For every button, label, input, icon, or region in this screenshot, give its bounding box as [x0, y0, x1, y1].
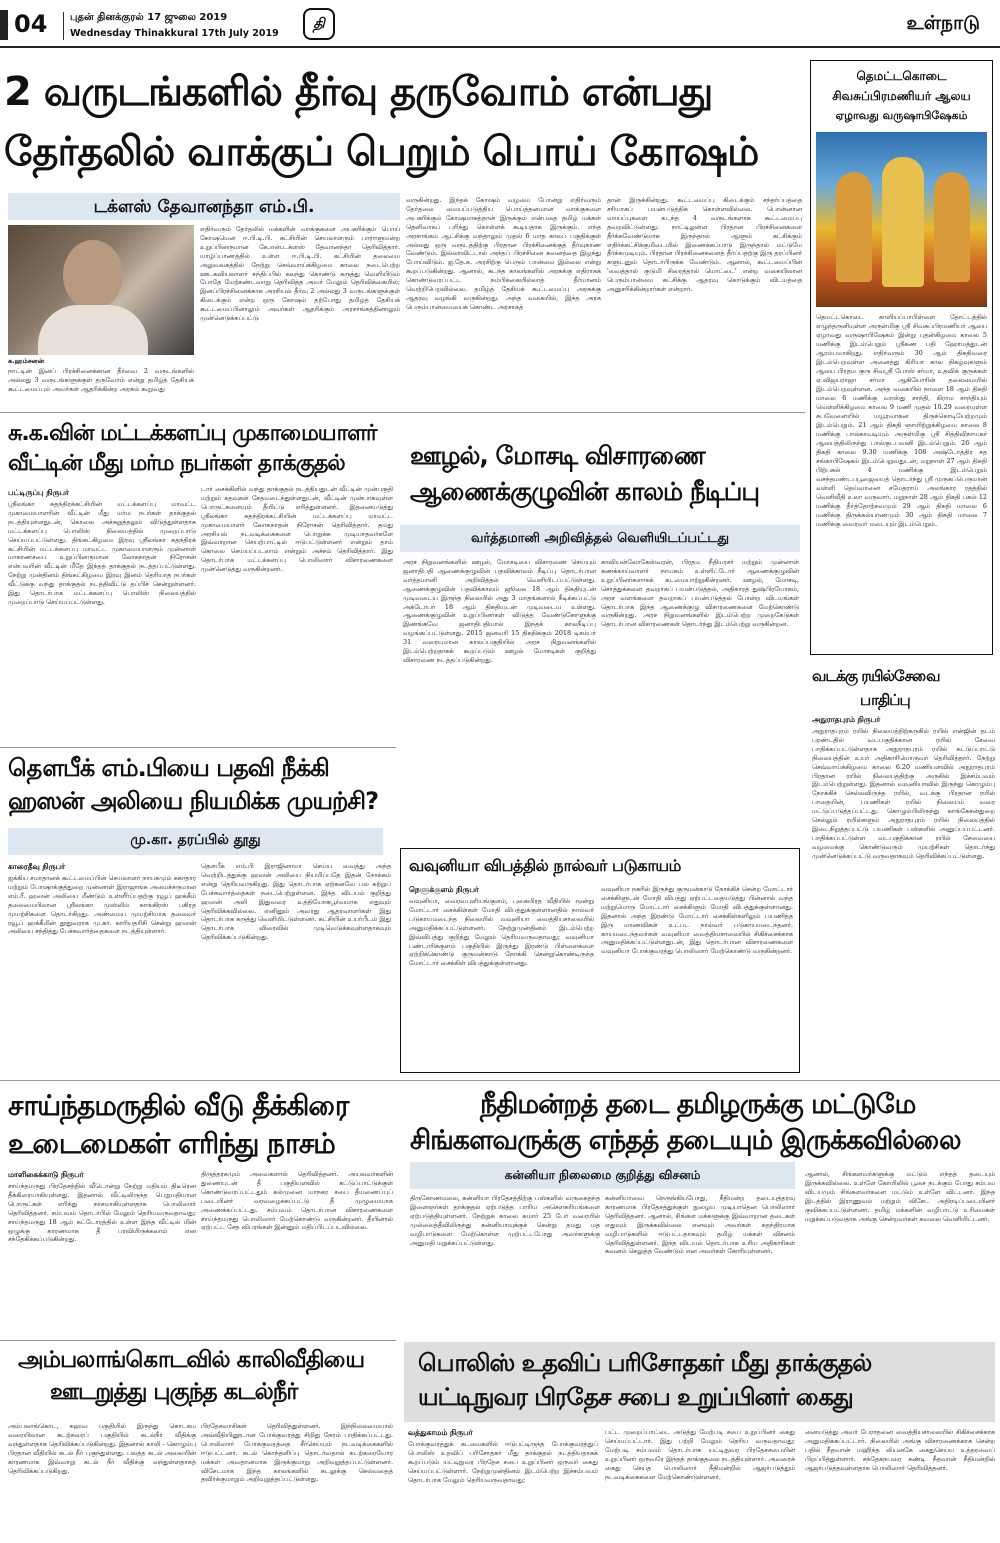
headline-devananda-line2: தேர்தலில் வாக்குப் பெறும் பொய் கோஷம்: [4, 129, 759, 175]
headline-fire-line1: சாய்ந்தமருதில் வீடு தீக்கிரை: [8, 1089, 349, 1122]
headline-thowfeek-line1: தௌபீக் எம்.பியை பதவி நீக்கி: [8, 754, 329, 782]
police-banner: [404, 1342, 995, 1422]
photo-credit: க.ஹம்சனன்: [8, 357, 45, 365]
masthead-divider: [63, 12, 64, 40]
subhead-devananda: டக்ளஸ் தேவானந்தா எம்.பி.: [8, 193, 400, 220]
divider-2: [0, 747, 396, 748]
headline-fire-line2: உடைமைகள் எரிந்து நாசம்: [8, 1127, 335, 1160]
story-kanniya-col2: கன்னியாவை நெருங்கியபோது, நீதிமன்ற தடையுத்தரவு காரணமாக பிரதேசத்துக்குள் நுழைய முடியாதென பொலிஸார் தெரிவித்தனர். ஆனால், சிங்கள மக்களுக்கு இவ்வாறான தடைகள் எதுவும் இருக்கவில்லை எனவும் அவர்கள் சுதந்திரமாக வழிபாடுகளில் ஈடுபட்டதாகவும் தமிழ் மக்கள் விசனம் தெரிவித்துள்ளனர். இந்த விடயம் தொடர்பாக உரிய அதிகாரிகள் கவனம் செலுத்த வேண்டும் என அவர்கள் கோரியுள்ளனர்.: [605, 1194, 795, 1256]
person-shoulders-icon: [38, 305, 148, 355]
temple-body: தெமட்டகொடை காளியப்பாபிள்ளை தோட்டத்தில் எழுந்தருளியுள்ள அருள்மிகு ஸ்ரீ சிவசுப்பிரமணியர் ஆலய ஏழாவது வருஷாபிஷேகம் இன்று புதன்கிழமை காலை 5 மணிக்கு இடம்பெறும் ஸ்ரீகண பதி ஹோமத்துடன் ஆரம்பமாகிறது. எதிர்வரும் 30 ஆம் திகதிவரை இடம்பெறவுள்ள அனைத்து கிரியா கால நிகழ்வுகளும் ஆலய பிரதம குரு சிவஸ்ரீ போஸ் சர்மா, உதவிக் குருக்கள் ஏ.விஜயராஜா சர்மா ஆகியோரின் தலைமையில் இடம்பெறவுள்ளன. அந்த வகையில் நாளை 18 ஆம் திகதி மாலை 6 மணிக்கு வாஸ்து சாந்தி, கிராம சாந்தியும் வெள்ளிக்கிழமை காலை 9 மணி முதல் 10.29 வரையுள்ள சுபவேளையில் மயூரவாகன திருக்கொடியேற்றமும் இடம்பெறும். 21 ஆம் திகதி ஞாயிற்றுக்கிழமை காலை 8 மணிக்கு பால்காவடியும் அருள்மிகு ஸ்ரீ சித்திவிநாயகர் ஆலயத்திலிருந்து பால்குடபவனி இடம்பெறும். 26 ஆம் திகதி காலை 9.30 மணிக்கு 108 அஷ்டோத்திர சத சங்காபிஷேகம் இடம்பெறுவதுடன், மறுநாள் 27 ஆம் திகதி பிற்பகல் 4 மணிக்கு இடம்பெறும் வசந்தமண்டபபூஜையைத் தொடர்ந்து ஸ்ரீ முருகப்பெருமான் வள்ளி தெய்வானை சமேதராய் அலங்கார ரதத்தில் வெளிவீதி உலா வருவார். மறுநாள் 28 ஆம் திகதி பகல் 12 மணிக்கு தீர்த்தோற்சவமும் 29 ஆம் திகதி மாலை 6 மணிக்கு திருக்கல்யாணமும் 30 ஆம் திகதி மாலை 7 மணிக்கு வைரவர் மடையும் இடம்பெறும்.: [816, 313, 987, 528]
divider-4: [0, 1340, 396, 1341]
deity-right-icon: [934, 172, 970, 282]
byline-police: வத்துகாமம் நிருபர்: [408, 1428, 473, 1437]
divider-1: [0, 412, 805, 413]
story-kanniya-col1: திருகோணமலை, கன்னியா பிரதேசத்திற்கு பஸ்களில் வருகைதந்த இளைஞர்கள் தாக்குதல் ஏற்படுத்த பாரிய அசௌகரியங்களை ஏற்படுத்தியுள்ளனர். நேற்றுக் காலை சுமார் 25 பேர் வரையில் முல்லைத்தீவிலிருந்து கன்னியாவுக்குச் சென்று தமது மத வழிபாடுகளை மேற்கொள்ள முற்பட்டபோது அவர்களுக்கு அனுமதி மறுக்கப்பட்டுள்ளது.: [410, 1194, 600, 1247]
story-police-col3: னையடுத்து அவர் பேராதனை வைத்தியசாலையில் சிகிச்சைக்காக அனுமதிக்கப்பட்டார். நிலையில் அங்கு விசாரணைக்காக சென்ற பதில் நீதவான் மஹிந்த லியனகே கைதுசெய்ய உத்தரவைப் பிறப்பித்துள்ளார். சந்தேகநபரை கண்டி நீதவான் நீதிமன்றில் ஆஜர்படுத்தவுள்ளதாக பொலிஸார் தெரிவித்தனர்.: [805, 1428, 995, 1472]
newspaper-logo: [303, 8, 335, 40]
story-vavuniya-col1: வவுனியா, வைரவபுளியங்குளம், புகையிரத வீதியில் மூன்று மோட்டார் சைக்கிள்கள் மோதி விபத்துக்குள்ளானதில் நால்வர் படுகாயமடைந்த நிலையில் வவுனியா வைத்தியசாலையில் அனுமதிக்கப்பட்டுள்ளனர். நேற்றுமுன்தினம் இடம்பெற்ற இவ்விபத்து குறித்து மேலும் தெரியவருவதாவது; வவுனியா பண்டாரிக்குளம் பகுதியில் இருந்து இரண்டு பிள்ளைகளை ஏற்றிக்கொண்டு குருமன்காடு நோக்கி சென்றுகொண்டிருந்த மோட்டார் சைக்கிள் விபத்துக்குள்ளானது.: [409, 897, 594, 968]
story-devananda-col3: வருகின்றது. இந்தக் கோஷம் வழமை போன்று எதிர்வரும் தேர்தலை மையப்படுத்திய பொய்த்தனமான வாக்குகளை அபகரிக்கும் கோஷமாகத்தான் இருக்கும் என்பதை தமிழ் மக்கள் தெளிவாகப் புரிந்து கொள்ளக் கூடியதாக இருக்கும். எந்த அரசாங்கம் ஆட்சிக்கு வந்தாலும் முதல் 6 மாத காலப் பகுதிக்குள் அல்லது ஒரு வருடத்திற்கு பிரதான பிரச்சினைக்குத் தீர்வுகாண வேண்டும். இல்லாவிட்டால் அந்தப் பிரச்சினை கவனத்தை இழந்து போய்விடும். ஐ.தே.க. அரசிற்கு பெரும் பான்மை இல்லை என்று கூறப்படுகின்றது. ஆனால், கடந்த காலங்களில் அரசுக்கு எதிராகக் கொண்டுவரப்பட்ட நம்பிக்கையில்லாத் தீர்மானம் வெற்றிபெறவில்லை. தமிழ்த் தேசியக் கூட்டமைப்பு அரசுக்கு ஆதரவு வழங்கி வருகின்றது. அந்த வகையில், இந்த அரசு பெரும்பான்மையைக் கொண்ட அரசாகத்: [406, 196, 601, 311]
temple-title-line2: சிவசுப்பிரமணியர் ஆலய: [832, 89, 971, 103]
section-label: உள்நாடு: [906, 12, 980, 34]
headline-commission-line2: ஆணைக்குழுவின் காலம் நீடிப்பு: [410, 477, 759, 506]
divider-3: [0, 1080, 1000, 1081]
headline-devananda-line1: 2 வருடங்களில் தீர்வு தருவோம் என்பது: [4, 69, 713, 115]
headline-vavuniya: வவுனியா விபத்தில் நால்வர் படுகாயம்: [409, 856, 681, 875]
temple-title-line3: ஏழாவது வருஷாபிஷேகம்: [835, 109, 968, 122]
headline-police-line2: யட்டிநுவர பிரதேச சபை உறுப்பினர் கைது: [418, 1383, 853, 1411]
byline-fire: மாளிகைக்காடு நிருபர்: [8, 1170, 84, 1179]
story-devananda-col2: எதிர்வரும் தேர்தலில் மக்களின் வாக்குகளை அபகரிக்கும் பொய் கோஷமென ஈ.பி.டி.பி. கட்சியின் செயலாளரும் பாராளுமன்ற உறுப்பினருமான கே.என்.டக்ளஸ் தேவானந்தா தெரிவித்தார். யாழ்ப்பாணத்தில் உள்ள ஈ.பி.டி.பி. கட்சியின் தலைமை அலுவலகத்தில் நேற்று செவ்வாய்க்கிழமை காலை நடைபெற்ற ஊடகவியலாளர் சந்திப்பில் கலந்து கொண்டு கருத்து வெளியிடும் போதே மேற்கண்டவாறு தெரிவித்த அவர் மேலும் தெரிவிக்கையில்; இனப்பிரச்சினைக்காக அரசியல் தீர்வு 2 அல்லது 3 வருடங்களுக்குள் கிடைக்கும் என்ற ஒரு கோஷம் தற்போது தமிழ்த் தேசியக் கூட்டமைப்பினாலும் அவர்கள் ஆதரிக்கும் அரசாங்கத்தினாலும் முன்னெடுக்கப்பட்டு: [200, 225, 400, 323]
byline-batticaloa: பட்டிருப்பு நிருபர்: [8, 488, 69, 497]
temple-title-line1: தெமட்டகொடை: [856, 69, 947, 83]
temple-box: [810, 60, 993, 655]
deity-left-icon: [836, 172, 872, 282]
story-seawater-col1: அம்பலாங்கொட, கஹவ பகுதியில் இருந்து கொடகம வரையிலான கடற்கரைப் பகுதியில் கடல்நீர் வீதிக்கு வந்துள்ளதாக தெரிவிக்கப்படுகின்றது. இதனால் காலி - கொழும்பு பிரதான வீதியில் கடல் நீர் புகுந்துள்ளது. பலத்த கடல் அலையின் காரணமாக இவ்வாறு கடல் நீர் வீதிக்கு வந்துள்ளதாகத் தெரிவிக்கப்படுகிறது.: [8, 1422, 196, 1475]
story-rail-body: அநுராதபுரம் ரயில் நிலையத்திற்கருகில் ரயில் என்ஜின் தடம் புரண்டதில் வடபகுதிக்கான ரயில் சேவை பாதிக்கப்பட்டுள்ளதாக அநுராதபுரம் ரயில் கட்டுப்பாட்டு நிலையத்தின் உயர் அதிகாரியொருவர் தெரிவித்தார். நேற்று செவ்வாய்க்கிழமை காலை 6.20 மணியளவில் அநுராதபுரம் பிரதான ரயில் நிலையத்திற்கு அருகில் இச்சம்பவம் இடம்பெற்றுள்ளது. இதனால் வவுனியாவில் இருந்து கொழும்பு நோக்கிச் செல்லவிருந்த ரயில், வடக்கு பிரதான ரயில் பாதையின், பயணிகள் ரயில் நிலையம் வரை மட்டுப்படுத்தப்பட்டது. கொழும்பிலிருந்து காங்கேசன்துறை செல்லும் ரயில்களும் அநுராதபுரம் ரயில் நிலையத்தில் இடைநிறுத்தப்பட்டு பயணிகள் பஸ்களில் அனுப்பப்பட்டனர். பாதிக்கப்பட்டுள்ள வடபகுதிக்கான ரயில் சேவையை வழமைக்கு கொண்டுவரும் முயற்சிகள் தொடர்ந்து முன்னெடுக்கப்பட்டு வருவதாகவும் தெரிவிக்கப்பட்டுள்ளது.: [812, 727, 995, 860]
page-number-tab: [0, 10, 8, 40]
story-police-col1: போக்குவரத்துக் கடமைகளில் ஈடுபட்டிருந்த போக்குவரத்துப் பொலிஸ் உதவிப் பரிசோதகர் மீது தாக்குதல் நடத்தியதாகக் கூறப்படும் யட்டிநுவர பிரதேச சபை உறுப்பினர் ஒருவர் கைது செய்யப்பட்டுள்ளார். நேற்றுமுன்தினம் இடம்பெற்ற இச்சம்பவம் தொடர்பாக மேலும் தெரியவருவதாவது;: [408, 1440, 598, 1484]
headline-thowfeek-line2: ஹஸன் அலியை நியமிக்க முயற்சி?: [8, 787, 379, 815]
masthead-date-tamil: புதன் தினக்குரல் 17 ஜுலை 2019: [70, 12, 228, 23]
byline-rail: அநுராதபுரம் நிருபர்: [812, 715, 881, 724]
headline-seawater-line1: அம்பலாங்கொடவில் காலிவீதியை: [18, 1347, 365, 1373]
vavuniya-accident-box: [400, 848, 800, 1073]
story-devananda-col4: தான் இருக்கின்றது. கூட்டமைப்பு கிடைக்கும் சந்தர்ப்பத்தை சரியாகப் பயன்படுத்திக் கொள்ளவில்லை. பொன்னான வாய்ப்புகளை கடந்த 4 வருடங்களாக கூட்டமைப்பு தவறவிட்டுள்ளது. நாட்டிலுள்ள பிரதான பிரச்சினைகளை தீர்க்கவேண்டுமாக இருந்தால் ஆளும் கட்சிக்கும் எதிர்க்கட்சிக்குமிடையில் இணைக்கப்பாடு இருந்தால் மட்டுமே தீர்க்கமுடியும். பிரதான பிரச்சினைகளைத் தீர்ப்பதற்கு இரு தரப்பினர் களுடனும் தொடர்பிருக்க வேண்டும். ஆனால், கூட்டமைப்பின் 'வைத்தால் குடுமி சிரைத்தால் மொட்டை' என்ற வகையிலான பெரும்பான்மை கட்சிக்கு ஆதரவு கொடுக்கும் விடயத்தை அனுசரிக்கின்றார்கள் என்றார்.: [607, 196, 802, 294]
story-vavuniya-col2: வவுனியா நகரில் இருந்து குருமன்காடு நோக்கிச் சென்ற மோட்டார் சைக்கிளுடன் மோதி விபத்து ஏற்பட்டதையடுத்து பின்னால் வந்த மற்றுமொரு மோட்டார் சைக்கிளும் மோதி விபத்துக்குள்ளானது. இதனால் அந்த இரண்டு மோட்டார் சைக்கிள்களிலும் பயணித்த இரு மாணவிகள் உட்பட நால்வர் படுகாயமடைந்தனர். காயமடைந்தவர்கள் வவுனியா வைத்தியசாலையில் சிகிச்சைக்காக அனுமதிக்கப்பட்டுள்ளதுடன், இது தொடர்பான விசாரணைகளை வவுனியா போக்குவரத்து பொலிஸார் மேற்கொண்டு வருகின்றனர்.: [601, 885, 793, 956]
story-commission-col2: காவியன்லோகேஸ்வரன், பிரதம நீதியரசர் மற்றும் முன்னாள் கணக்காய்வாளர் நாயகம் உள்ளிட்டோர் ஆணைக்குழுவின் உறுப்பினர்களாகக் கடமையாற்றுகின்றனர். ஊழல், மோசடி, சொத்துக்களை தவறாகப் பயன்படுத்தல், அதிகாரத் துஷ்பிரயோகம், அரச வளங்களை தவறாகப் பயன்படுத்தல் போன்ற விடயங்கள் தொடர்பாக இந்த ஆணைக்குழு விசாரணைகளை மேற்கொண்டு வருகின்றது. அரச நிறுவனங்களில் இடம்பெற்ற முறைகேடுகள் தொடர்பான விசாரணைகள் தொடர்ந்து இடம்பெற்று வருகின்றன.: [601, 558, 799, 629]
byline-vavuniya: நெளுக்குளம் நிருபர்: [409, 885, 479, 894]
story-batticaloa-col1: ஸ்ரீலங்கா சுதந்திரக்கட்சியின் மட்டக்களப்பு மாவட்ட முகாமையாளரின் வீட்டின் மீது மர்ம நபர்கள் தாக்குதல் நடத்தியுள்ளதுடன், கொலை அச்சுறுத்தலும் விடுத்துள்ளதாக மட்டக்களப்பு பொலிஸ் நிலையத்தில் முறைப்பாடு செய்யப்பட்டுள்ளது. திங்கட்கிழமை இரவு ஸ்ரீலங்கா சுதந்திரக் கட்சியின் மட்டக்களப்பு மாவட்ட முகாமையாளரும் முன்னாள் மாகாணசபை உறுப்பினருமான லோகநாதன் நிரோசன் என்பவரின் வீட்டின் மீதே இந்தத் தாக்குதல் நடத்தப்பட்டுள்ளது. நேற்று முன்தினம் திங்கட்கிழமை இரவு இனம் தெரியாத நபர்கள் வீட்டுக்கு வந்து தாக்குதல் நடத்திவிட்டு தப்பிச் சென்றுள்ளனர். இது தொடர்பாக மட்டக்களப்பு பொலிஸ் நிலையத்தில் முறைப்பாடு செய்யப்பட்டுள்ளது.: [8, 500, 196, 606]
subhead-commission: வர்த்தமானி அறிவித்தல் வெளியிடப்பட்டது: [400, 525, 800, 552]
temple-deity-image: [816, 132, 987, 307]
subhead-kanniya: கன்னியா நிலைமை குறித்து விசனம்: [410, 1162, 795, 1189]
headline-seawater-line2: ஊடறுத்து புகுந்த கடல்நீர்: [50, 1379, 298, 1405]
headline-commission-line1: ஊழல், மோசடி விசாரணை: [410, 441, 705, 470]
page-number: 04: [14, 10, 48, 38]
story-batticaloa-col2: டார் சைக்கிளில் வந்து தாக்குதல் நடத்தியதுடன் வீட்டின் முன்பகுதி மற்றும் கதவுகள் சேதமடைந்துள்ளதுடன், வீட்டின் முன்பாகவுள்ள பொருட்களையும் தீயிட்டு எரித்துள்ளனர். இதனையடுத்து ஸ்ரீலங்கா சுதந்திரக்கட்சியின் மட்டக்களப்பு மாவட்ட முகாமையாளர் லோகநாதன் நிரோசன் தெரிவித்தார். தமது அரசியல் நடவடிக்கைகளை பொறுக்க முடியாதவர்களே இவ்வாறான செயற்பாட்டில் ஈடுபட்டுள்ளனர் என்றும் தாம் கொலை செய்யப்படலாம் என்றும் அச்சம் தெரிவித்தார். இது தொடர்பாக மட்டக்களப்பு பொலிஸார் விசாரணைகளை முன்னெடுத்து வருகின்றனர்.: [201, 485, 393, 574]
headline-rail-line1: வடக்கு ரயில்சேவை: [812, 667, 940, 685]
story-fire-col1: சாய்ந்தமருது பிரதேசத்தில் வீடொன்று நேற்று மதியம் திடீரென தீக்கிரையாகியுள்ளது. இதனால் வீட்டிலிருந்த பெறுமதியான பொருட்கள் எரிந்து நாசமாகியுள்ளதாக பொலிஸார் தெரிவித்தனர். சம்பவம் தொடர்பில் மேலும் தெரியவருவதாவது; சாய்ந்தமருது 18 ஆம் கட்டோரத்தில் உள்ள இந்த வீட்டில் மின் ஒழுக்கு காரணமாக தீ பரவியிருக்கலாம் என சந்தேகிக்கப்படுகின்றது.: [8, 1182, 196, 1244]
newspaper-logo-glyph: தி: [313, 16, 325, 32]
story-fire-col2: திருத்தரகமும் அவைகளால் தெரிவித்தனர். அயலவர்களின் துணையுடன் தீ பகுதியளவில் கட்டுப்பாட்டுக்குள் கொண்டுவரப்பட்டதும் கல்முனை மாநகர சபை தீயணைப்புப் படையினர் வரவழைக்கப்பட்டு தீ முழுமையாக அணைக்கப்பட்டது. சம்பவம் தொடர்பான விசாரணைகளை சாய்ந்தமருது பொலிஸார் மேற்கொண்டு வருகின்றனர். தீயினால் ஏற்பட்ட சேத விபரங்கள் இன்னும் மதிப்பிடப்படவில்லை.: [201, 1170, 393, 1232]
deity-center-icon: [882, 157, 924, 287]
byline-thowfeek: காரைதீவு நிருபர்: [8, 862, 66, 871]
story-thowfeek-col1: ஐக்கிய சமாதானக் கூட்டமைப்பின் செயலாளர் நாயகமும் சுகாதார மற்றும் போஷாக்குத்துறை முன்னாள் இராஜாங்க அமைச்சருமான எம்.ரீ. ஹஸன் அலியை மீண்டும் உள்ளீர்ப்பதற்கு ரவூப் ஹக்கீம் தலைமையிலான ஸ்ரீலங்கா முஸ்லிம் காங்கிரஸ் பகிரத முயற்சிகளை தொடர்கிறது. அண்மைய முயற்சியாக தலைவர் ரவூப் ஹக்கீமின் தூதுவராக மு.கா. காரியதரிசி சென்று ஹஸன் அலியை சந்தித்து பேச்சுவார்த்தைகளை நடத்தியுள்ளார்.: [8, 874, 196, 936]
headline-kanniya-line1: நீதிமன்றத் தடை தமிழருக்கு மட்டுமே: [480, 1089, 916, 1120]
photo-devananda: [8, 225, 194, 355]
story-devananda-col1: நாட்டின் இனப் பிரச்சினைக்கான தீர்வை 2 வருடங்களில் அல்லது 3 வருடங்களுக்குள் தருவோம் என்று தமிழ்த் தேசியக் கூட்டமைப்பும் அவர்கள் ஆதரிக்கின்ற அரசும் கூறுவது: [8, 367, 194, 393]
person-silhouette-icon: [63, 240, 123, 310]
story-thowfeek-col2: தௌபீக் எம்.பி இராஜினாமா செய்ய வைத்து அந்த வெற்றிடத்துக்கு ஹஸன் அலியை நியமிப்பதே இதன் நோக்கம் என்று தெரியவருகிறது. இது தொடர்பாக ஏற்கனவே பல சுற்றுப் பேச்சுவார்த்தைகள் நடைபெற்றுள்ளன. இந்த விடயம் குறித்து ஹஸன் அலி இதுவரை உத்தியோகபூர்வமாக எதுவும் தெரிவிக்கவில்லை. எனினும் அவரது ஆதரவாளர்கள் இது தொடர்பாக கருத்து வெளியிட்டுள்ளனர். கட்சியின் உயர்பீடம் இது தொடர்பாக விரைவில் முடிவெடுக்கவுள்ளதாகவும் தெரிவிக்கப்படுகின்றது.: [201, 862, 391, 942]
story-kanniya-col3: ஆனால், சிங்களவர்களுக்கு மட்டும் எந்தத் தடையும் இருக்கவில்லை. உள்ளே கோயிலில் பூசை நடக்கும் போது சம்பவ விடயமும் சிங்களவர்களை மட்டும் உள்ளே விட்டனர். இந்த இடத்தில் இராணுவம் மற்றும் விசேட அதிரடிப்படையினர் குவிக்கப்பட்டுள்ளனர். தமிழ் மக்களின் வழிபாட்டு உரிமைகள் மறுக்கப்படுவதாக அங்கு சென்றவர்கள் கவலை வெளியிட்டனர்.: [805, 1170, 995, 1223]
headline-batticaloa-line2: வீட்டின் மீது மர்ம நபர்கள் தாக்குதல்: [8, 451, 345, 476]
story-commission-col1: அரச நிறுவனங்களில் ஊழல், மோசடியை விசாரணை செய்யும் ஜனாதிபதி ஆணைக்குழுவின் பதவிக்காலம் நீடிப்பு தொடர்பான வர்த்தமானி அறிவித்தல் வெளியிடப்பட்டுள்ளது. ஆணைக்குழுவின் பதவிக்காலம் ஜூலை 18 ஆம் திகதியுடன் முடிவடைய இருந்த நிலையில் அது 3 மாதங்களால் நீடிக்கப்பட்டு அக்டோபர் 18 ஆம் திகதியுடன் முடிவடைய உள்ளது. ஆணைக்குழுவின் உறுப்பினர்கள் விடுத்த வேண்டுகோளுக்கு இணங்கவே ஜனாதிபதியால் இந்தக் காலநீடிப்பு வழங்கப்பட்டுள்ளது. 2015 ஜனவரி 15 திகதிக்கும் 2018 டிசம்பர் 31 வரையுமான காலப்பகுதியில் அரச நிறுவனங்களில் இடம்பெற்றதாகக் கூறப்படும் ஊழல் மோசடிகள் குறித்து விசாரணை நடத்தப்படுகின்றது.: [403, 558, 596, 664]
masthead-date-english: Wednesday Thinakkural 17th July 2019: [70, 28, 279, 39]
masthead: [0, 0, 1000, 46]
headline-police-line1: பொலிஸ் உதவிப் பரிசோதகர் மீது தாக்குதல்: [418, 1349, 872, 1377]
story-police-col2: பட்ட முறைப்பாட்டை அடுத்து மேற்படி சபை உறுப்பினர் கைது செய்யப்பட்டார். இது பற்றி மேலும் தெரிய வருவதாவது; மேற்படி சம்பவம் தொடர்பாக யட்டிநுவர பிரதேசசபையின் உறுப்பினர் ஒருவரே இந்தத் தாக்குதலை நடத்தியுள்ளார். அவரைக் கைது செய்த பொலிஸார் நீதிமன்றில் ஆஜர்படுத்தும் நடவடிக்கைகளை மேற்கொண்டுள்ளனர்.: [605, 1428, 795, 1481]
subhead-thowfeek: மு.கா. தரப்பில் தூது: [8, 828, 383, 855]
headline-batticaloa-line1: சு.க.வின் மட்டக்களப்பு முகாமையாளர்: [8, 421, 377, 446]
masthead-rule: [0, 46, 1000, 48]
story-seawater-col2: பிரதேசவாசிகள் தெரிவித்துள்ளனர். இந்நிலைமையால் அவ்வீதியினூடான போக்குவரத்து சிறிது நேரம் பாதிக்கப்பட்டது. பொலிஸார் போக்குவரத்தை சீர்செய்யும் நடவடிக்கைகளில் ஈடுபட்டனர். கடல் கொந்தளிப்பு தொடர்வதால் கடற்கரையோர மக்கள் அவதானமாக இருக்குமாறு அறிவுறுத்தப்பட்டுள்ளனர். விசேடமாக இந்த காலங்களில் கடலுக்கு செல்வதைத் தவிர்க்குமாறும் அறிவுறுத்தப்பட்டுள்ளது.: [201, 1422, 393, 1484]
headline-rail-line2: பாதிப்பு: [860, 691, 910, 709]
headline-kanniya-line2: சிங்களவருக்கு எந்தத் தடையும் இருக்கவில்லை: [410, 1125, 961, 1156]
